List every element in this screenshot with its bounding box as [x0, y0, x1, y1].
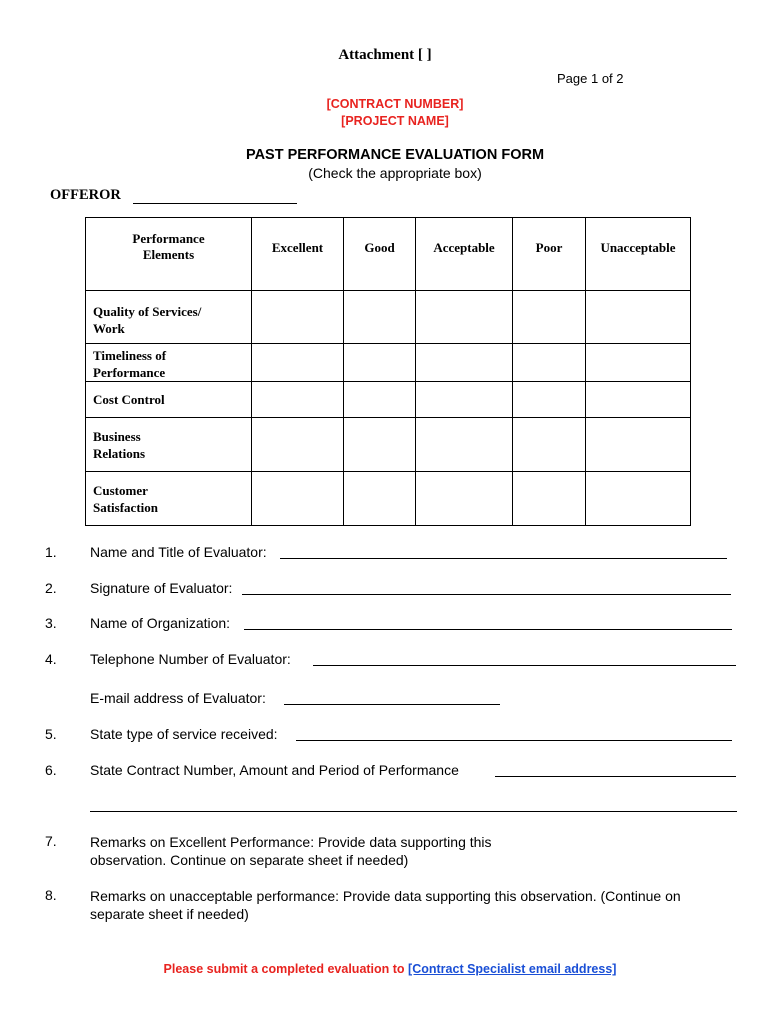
cell-timeliness-acceptable[interactable] [416, 344, 513, 382]
table-row [86, 418, 691, 472]
offeror-field[interactable] [133, 203, 297, 204]
cell-customer-acceptable[interactable] [416, 472, 513, 526]
question-label-signature: Signature of Evaluator: [90, 580, 233, 596]
offeror-label: OFFEROR [50, 187, 121, 203]
row-label-cost-control [86, 382, 252, 418]
cell-quality-acceptable[interactable] [416, 291, 513, 344]
row-label-customer-satisfaction [86, 472, 252, 526]
row-label-line2: Performance [93, 365, 166, 380]
cell-quality-good[interactable] [344, 291, 416, 344]
question-label-contract-details: State Contract Number, Amount and Period of Performance [90, 762, 459, 778]
organization-field[interactable] [244, 629, 732, 630]
row-label-timeliness [86, 344, 252, 382]
cell-customer-unacceptable[interactable] [586, 472, 691, 526]
row-label-business-relations [86, 418, 252, 472]
contract-number: [CONTRACT NUMBER] [326, 97, 464, 111]
cell-cost-excellent[interactable] [252, 382, 344, 418]
question-label-unacceptable-remarks: Remarks on unacceptable performance: Provide data supporting this observation. (Continue on separate sheet if needed) [90, 888, 681, 922]
cell-timeliness-unacceptable[interactable] [586, 344, 691, 382]
form-subtitle: (Check the appropriate box) [308, 165, 482, 181]
page-number: Page 1 of 2 [557, 71, 624, 86]
contract-details-field[interactable] [495, 776, 736, 777]
question-label-evaluator-name: Name and Title of Evaluator: [90, 544, 267, 560]
cell-timeliness-poor[interactable] [513, 344, 586, 382]
cell-business-poor[interactable] [513, 418, 586, 472]
cell-business-acceptable[interactable] [416, 418, 513, 472]
row-label-line2: Relations [93, 445, 145, 461]
question-number: 5. [45, 726, 57, 742]
cell-customer-poor[interactable] [513, 472, 586, 526]
row-label-line1: Customer [93, 482, 148, 498]
cell-customer-excellent[interactable] [252, 472, 344, 526]
column-header-excellent: Excellent [252, 218, 344, 291]
column-header-good: Good [344, 218, 416, 291]
table-header-row [86, 218, 691, 291]
email-field[interactable] [284, 704, 500, 705]
column-header-poor: Poor [513, 218, 586, 291]
question-number: 1. [45, 544, 57, 560]
cell-quality-poor[interactable] [513, 291, 586, 344]
row-label-line2: Satisfaction [93, 499, 158, 515]
cell-business-good[interactable] [344, 418, 416, 472]
question-number: 3. [45, 615, 57, 631]
row-label-line1: Timeliness of [93, 348, 167, 363]
cell-cost-unacceptable[interactable] [586, 382, 691, 418]
column-header-unacceptable: Unacceptable [586, 218, 691, 291]
evaluation-table [85, 217, 691, 526]
question-number: 4. [45, 651, 57, 667]
row-label-line2: Work [93, 321, 125, 336]
service-type-field[interactable] [296, 740, 732, 741]
question-label-excellent-remarks: Remarks on Excellent Performance: Provide data supporting this observation. Continue on separate sheet if needed) [90, 834, 492, 868]
cell-cost-acceptable[interactable] [416, 382, 513, 418]
table-row [86, 382, 691, 418]
project-name: [PROJECT NAME] [341, 114, 449, 128]
question-label-service-type: State type of service received: [90, 726, 278, 742]
elements-header-line2: Elements [142, 247, 195, 262]
question-label-telephone: Telephone Number of Evaluator: [90, 651, 291, 667]
submission-note [0, 962, 770, 976]
cell-business-excellent[interactable] [252, 418, 344, 472]
attachment-label: Attachment [ ] [338, 47, 432, 63]
form-title: PAST PERFORMANCE EVALUATION FORM [245, 147, 545, 163]
cell-cost-poor[interactable] [513, 382, 586, 418]
submission-note-text: Please submit a completed evaluation to [163, 962, 409, 976]
column-header-acceptable: Acceptable [416, 218, 513, 291]
row-label-quality [86, 291, 252, 344]
table-row [86, 291, 691, 344]
question-number: 6. [45, 762, 57, 778]
table-row [86, 472, 691, 526]
question-label-organization: Name of Organization: [90, 615, 231, 631]
question-number: 8. [45, 887, 57, 903]
question-number: 7. [45, 833, 57, 849]
elements-header-line1: Performance [132, 231, 205, 246]
cell-customer-good[interactable] [344, 472, 416, 526]
row-label-line1: Business [93, 428, 141, 444]
cell-quality-unacceptable[interactable] [586, 291, 691, 344]
cell-timeliness-excellent[interactable] [252, 344, 344, 382]
question-number: 2. [45, 580, 57, 596]
row-label-line1: Quality of Services/ [93, 304, 202, 319]
signature-field[interactable] [242, 594, 731, 595]
telephone-field[interactable] [313, 665, 736, 666]
contract-details-field-line2[interactable] [90, 811, 737, 812]
evaluator-name-field[interactable] [280, 558, 727, 559]
row-label-line1: Cost Control [93, 392, 165, 407]
cell-timeliness-good[interactable] [344, 344, 416, 382]
table-row [86, 344, 691, 382]
cell-quality-excellent[interactable] [252, 291, 344, 344]
column-header-elements [86, 218, 252, 291]
question-label-email: E-mail address of Evaluator: [90, 690, 266, 706]
cell-cost-good[interactable] [344, 382, 416, 418]
contract-specialist-email-link[interactable]: [Contract Specialist email address] [408, 962, 617, 976]
cell-business-unacceptable[interactable] [586, 418, 691, 472]
